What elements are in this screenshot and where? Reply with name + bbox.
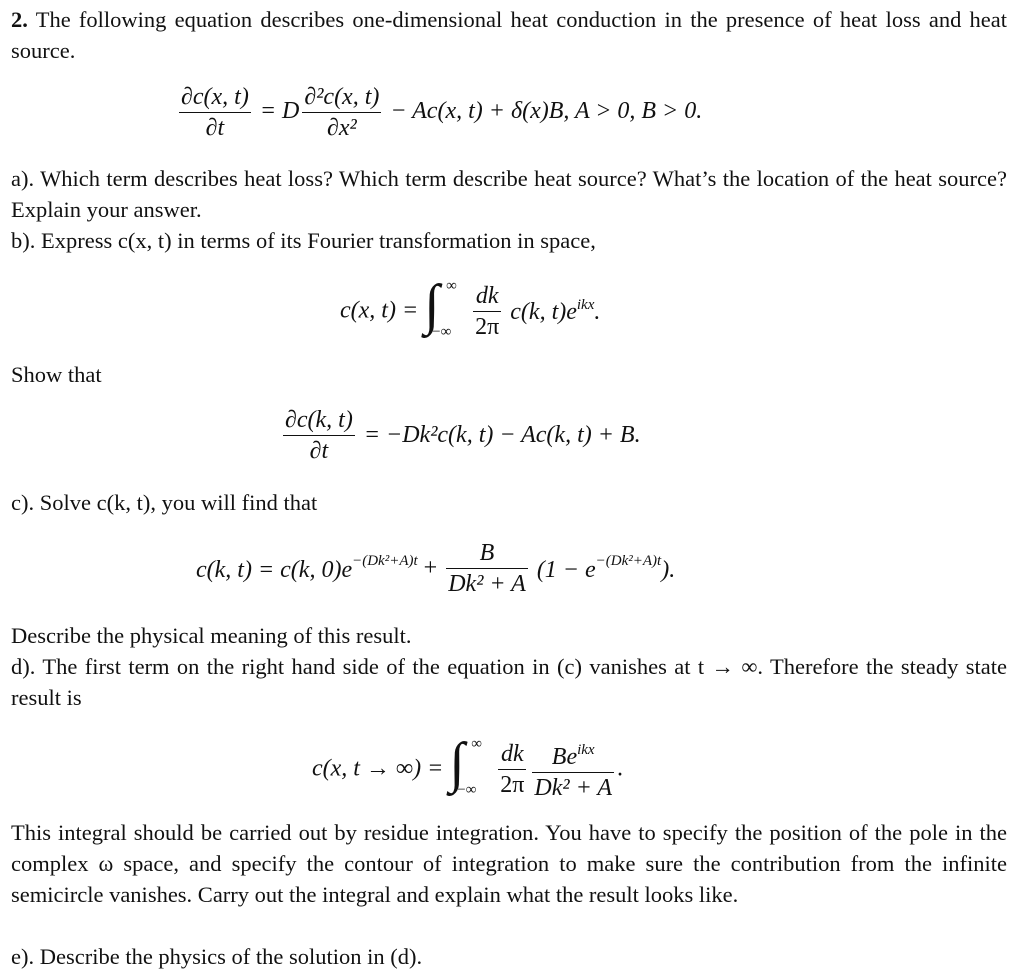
eq4-lhs: c(k, t) = c(k, $0)e^{-(Dk^2+A)t}$ — [196, 553, 418, 583]
eq5-main-numerator: $Be^{ikx}$ — [532, 735, 614, 773]
eq3-fraction — [283, 405, 355, 466]
eq5-main-denominator: Dk² + A — [534, 775, 612, 801]
eq2-integrand: c(k, $t)e^{ikx}$. — [510, 296, 601, 325]
eq5-dk-numerator: dk — [498, 739, 526, 770]
part-e: e). Describe the physics of the solution in (d). — [11, 944, 423, 969]
upper-limit: ∞ — [446, 278, 457, 294]
dk-fraction — [473, 281, 501, 342]
steady-state-equation — [312, 732, 623, 803]
eq4-denominator: Dk² + A — [448, 571, 526, 597]
part-a: a). Which term describes heat loss? Which term describe heat source? What’s the location of the heat source? Explain your answer. — [11, 166, 1007, 222]
show-that: Show that — [11, 362, 102, 387]
rhs-rest: − Ac(x, t) + δ(x)B, A > 0, B > 0. — [390, 98, 703, 125]
heat-equation — [176, 82, 702, 143]
eq4-plus: + — [423, 555, 438, 581]
eq3-numerator: ∂c(k, t) — [283, 405, 355, 436]
solution-equation — [196, 538, 675, 599]
eq3-denominator: ∂t — [309, 438, 329, 464]
intro-paragraph — [11, 4, 1007, 66]
eq5-dk-fraction — [498, 739, 526, 800]
describe-meaning: Describe the physical meaning of this result. — [11, 623, 412, 648]
lhs-denominator: ∂t — [205, 115, 225, 141]
intro-text-line1: The following equation describes one-dimensional heat conduction in the presence of heat — [35, 7, 878, 32]
rhs-fraction — [302, 82, 381, 143]
eq5-lhs: c(x, t → ∞) = — [312, 755, 444, 782]
eq5-main-fraction — [532, 735, 614, 803]
fourier-space-equation — [280, 405, 641, 466]
upper-limit: ∞ — [471, 736, 482, 752]
part-b: b). Express c(x, t) in terms of its Fourier transformation in space, — [11, 228, 596, 253]
dk-denominator: 2π — [475, 313, 500, 340]
lower-limit: −∞ — [457, 782, 477, 798]
dk-numerator: dk — [473, 281, 501, 312]
residue-paragraph: This integral should be carried out by residue integration. You have to specify the position of the pole in the complex ω space, and specify the contour of integration to make sure the contribution from the infinite semicircle vanishes. Carry out the integral and explain what the result looks like. — [11, 820, 1007, 907]
intro-text-line2: loss and heat source. — [11, 7, 1008, 63]
eq3-rhs: = −Dk²c(k, t) − Ac(k, t) + B. — [363, 422, 641, 448]
problem-number: 2. — [11, 7, 28, 32]
lhs-numerator: ∂c(x, t) — [179, 82, 251, 113]
part-d: d). The first term on the right hand side of the equation in (c) vanishes at t → ∞. Therefore the steady state result is — [11, 654, 1007, 710]
fourier-transform-equation — [340, 274, 601, 344]
eq5-period: . — [617, 755, 623, 782]
equals-D: = D — [259, 98, 300, 125]
eq5-dk-denominator: 2π — [500, 771, 525, 798]
eq4-numerator: B — [446, 538, 528, 569]
rhs-denominator: ∂x² — [327, 115, 357, 141]
eq4-fraction — [446, 538, 528, 599]
part-c: c). Solve c(k, t), you will find that — [11, 490, 318, 515]
integral-sign: ∫ ∞ −∞ — [449, 732, 482, 798]
eq2-lhs: c(x, t) = — [340, 297, 419, 324]
rhs-numerator: ∂²c(x, t) — [302, 82, 381, 113]
lower-limit: −∞ — [432, 324, 452, 340]
eq4-tail: $(1 - e^{-(Dk^2+A)t})$. — [536, 553, 676, 583]
lhs-fraction — [179, 82, 251, 143]
integral-sign: ∫ ∞ −∞ — [424, 274, 457, 340]
